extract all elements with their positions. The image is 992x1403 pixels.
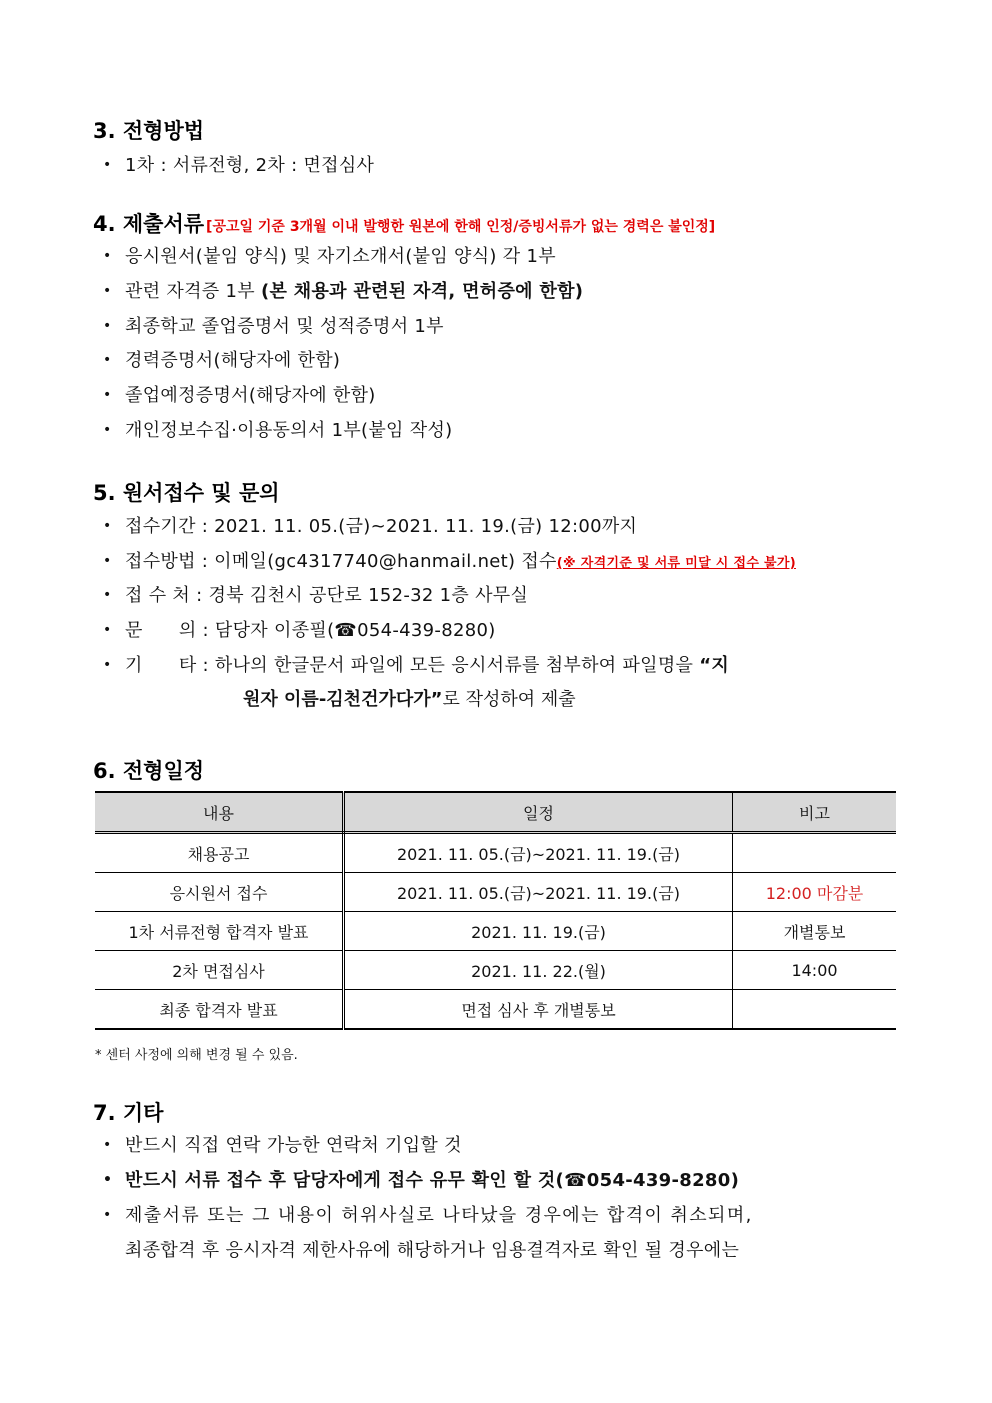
section-5-title: 5. 원서접수 및 문의: [93, 481, 280, 505]
bullet-icon: •: [103, 587, 112, 603]
table-cell: [733, 833, 897, 873]
list-item: • 반드시 직접 연락 가능한 연락처 기입할 것: [103, 1135, 462, 1156]
list-item: • 기 타 : 하나의 한글문서 파일에 모든 응시서류를 첨부하여 파일명을 “지: [103, 655, 730, 676]
bullet-icon: •: [103, 1207, 113, 1223]
table-row: [95, 912, 896, 951]
table-cell: 12:00 마감분: [733, 873, 897, 912]
table-cell: 개별통보: [733, 912, 897, 951]
table-cell: 1차 서류전형 합격자 발표: [95, 912, 344, 951]
list-item: • 개인정보수집·이용동의서 1부(붙임 작성): [103, 420, 453, 441]
section-7-title: 7. 기타: [93, 1101, 164, 1125]
table-row: [95, 833, 896, 873]
bullet-icon: •: [103, 352, 112, 368]
schedule-table: [95, 791, 896, 1030]
list-item: • 최종학교 졸업증명서 및 성적증명서 1부: [103, 316, 444, 337]
table-cell: 2021. 11. 05.(금)~2021. 11. 19.(금): [344, 873, 733, 912]
table-cell: 2021. 11. 19.(금): [344, 912, 733, 951]
table-header-row: [95, 792, 896, 833]
list-item: • 문 의 : 담당자 이종필(☎054-439-8280): [103, 620, 496, 641]
column-header: 내용: [95, 792, 344, 833]
table-row: [95, 873, 896, 912]
table-cell: 2021. 11. 05.(금)~2021. 11. 19.(금): [344, 833, 733, 873]
list-item: • 응시원서(붙임 양식) 및 자기소개서(붙임 양식) 각 1부: [103, 246, 556, 267]
table-cell: [733, 990, 897, 1030]
table-cell: 2차 면접심사: [95, 951, 344, 990]
bullet-icon: •: [103, 318, 112, 334]
list-item: • 반드시 서류 접수 후 담당자에게 접수 유무 확인 할 것(☎054-439-8280): [103, 1170, 740, 1191]
table-cell: 14:00: [733, 951, 897, 990]
table-cell: 면접 심사 후 개별통보: [344, 990, 733, 1030]
bullet-icon: •: [103, 622, 112, 638]
emphasis-text: (본 채용과 관련된 자격, 면허증에 한함): [260, 281, 584, 302]
list-item: • 접수방법 : 이메일(gc4317740@hanmail.net) 접수(※ 자격기준 및 서류 미달 시 접수 불가): [103, 551, 796, 572]
footnote: * 센터 사정에 의해 변경 될 수 있음.: [95, 1048, 298, 1063]
email-address: 이메일(gc4317740@hanmail.net) 접수: [214, 551, 557, 572]
list-item: • 접 수 처 : 경북 김천시 공단로 152-32 1층 사무실: [103, 585, 529, 606]
list-item: • 경력증명서(해당자에 한함): [103, 350, 341, 371]
column-header: 비고: [733, 792, 897, 833]
table-row: [95, 990, 896, 1030]
column-header: 일정: [344, 792, 733, 833]
list-item: • 졸업예정증명서(해당자에 한함): [103, 385, 376, 406]
section-6-title: 6. 전형일정: [93, 759, 205, 783]
section-4-title: 4. 제출서류 [공고일 기준 3개월 이내 발행한 원본에 한해 인정/증빙서류가 없는 경력은 불인정]: [93, 212, 716, 236]
bullet-icon: •: [103, 1137, 112, 1153]
list-item: • 접수기간 : 2021. 11. 05.(금)~2021. 11. 19.(금) 12:00까지: [103, 516, 638, 537]
table-row: [95, 951, 896, 990]
bullet-icon: •: [103, 422, 112, 438]
bullet-icon: •: [103, 1172, 113, 1188]
table-cell: 응시원서 접수: [95, 873, 344, 912]
list-item-continuation: 원자 이름-김천건가다가”로 작성하여 제출: [243, 689, 576, 710]
list-item-continuation: 최종합격 후 응시자격 제한사유에 해당하거나 임용결격자로 확인 될 경우에는: [125, 1240, 740, 1261]
bullet-icon: •: [103, 157, 112, 173]
bullet-icon: •: [103, 387, 112, 403]
section-4-note: [공고일 기준 3개월 이내 발행한 원본에 한해 인정/증빙서류가 없는 경력은 불인정]: [206, 219, 716, 235]
table-cell: 채용공고: [95, 833, 344, 873]
bullet-icon: •: [103, 248, 112, 264]
section-3-title: 3. 전형방법: [93, 119, 205, 143]
list-item: • 제출서류 또는 그 내용이 허위사실로 나타났을 경우에는 합격이 취소되며,: [103, 1205, 753, 1226]
bullet-icon: •: [103, 657, 112, 673]
warning-note: (※ 자격기준 및 서류 미달 시 접수 불가): [556, 556, 796, 571]
bullet-icon: •: [103, 553, 112, 569]
list-item: • 1차 : 서류전형, 2차 : 면접심사: [103, 155, 375, 176]
table-cell: 2021. 11. 22.(월): [344, 951, 733, 990]
list-item: • 관련 자격증 1부 (본 채용과 관련된 자격, 면허증에 한함): [103, 281, 584, 302]
table-cell: 최종 합격자 발표: [95, 990, 344, 1030]
bullet-icon: •: [103, 518, 112, 534]
bullet-icon: •: [103, 283, 112, 299]
